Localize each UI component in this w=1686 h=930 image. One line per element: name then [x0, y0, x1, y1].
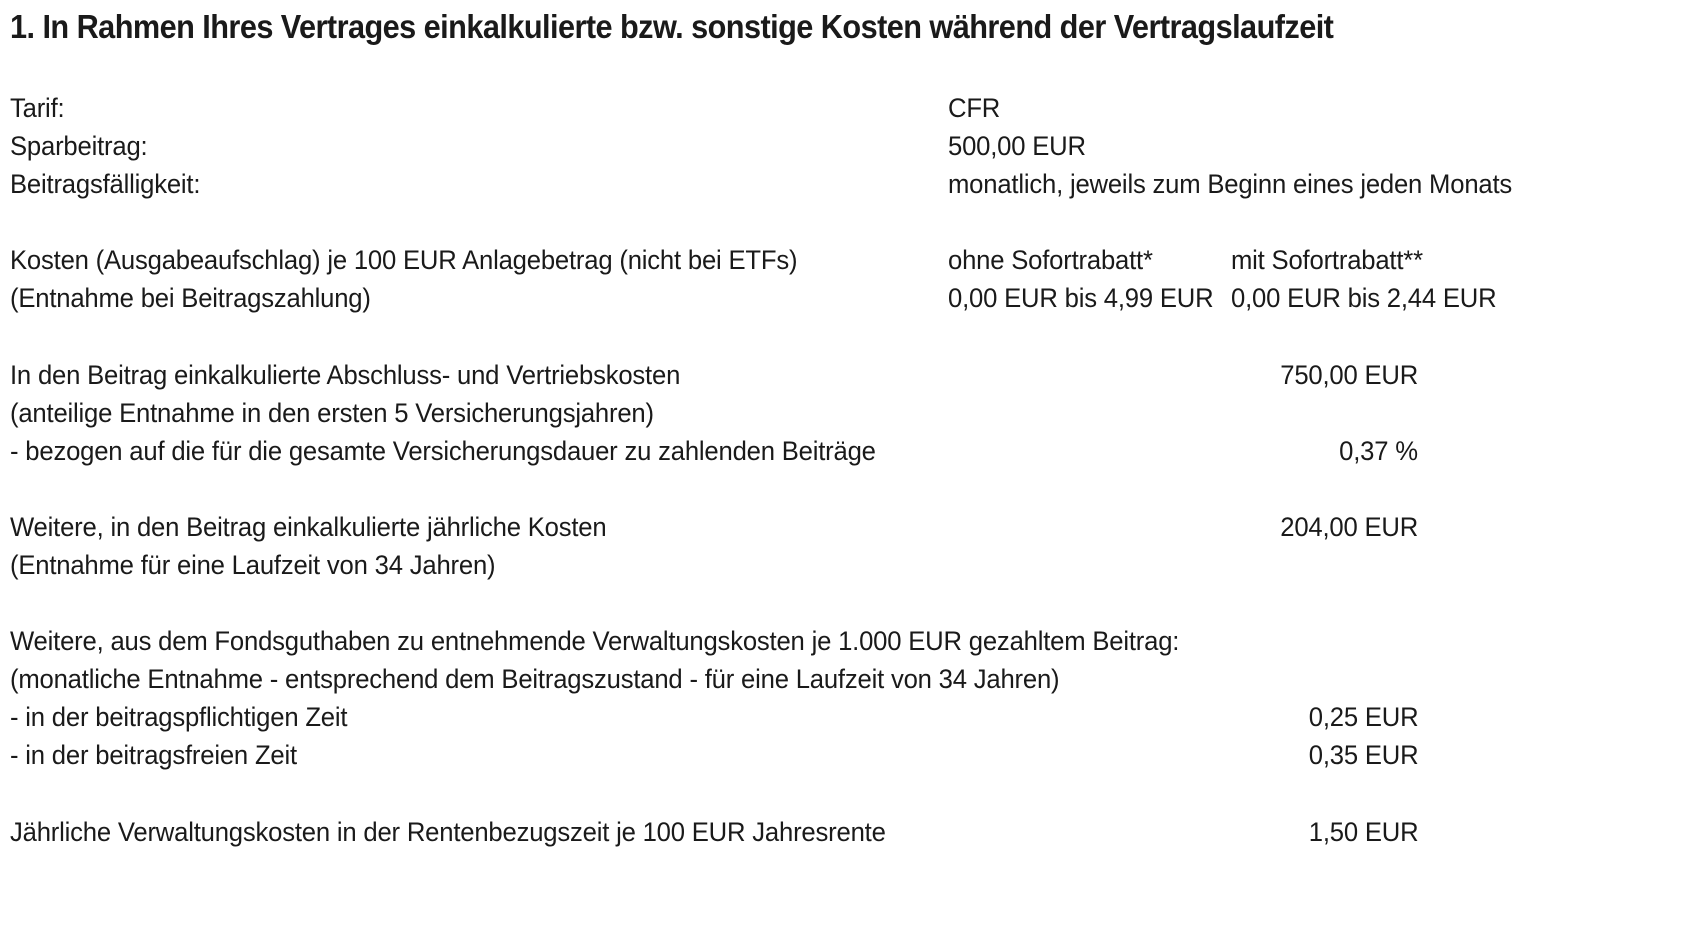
jaehrliche-kosten-label-line1: Weitere, in den Beitrag einkalkulierte jährliche Kosten — [10, 512, 607, 542]
abschlusskosten-value: 750,00 EUR — [1280, 360, 1418, 390]
faelligkeit-label: Beitragsfälligkeit: — [10, 169, 201, 199]
ausgabeaufschlag-label-line2: (Entnahme bei Beitragszahlung) — [10, 283, 371, 313]
abschlusskosten-label-line2: (anteilige Entnahme in den ersten 5 Versicherungsjahren) — [10, 398, 654, 428]
mit-sofortrabatt-header: mit Sofortrabatt** — [1231, 245, 1423, 275]
abschlusskosten-percent: 0,37 % — [1339, 436, 1418, 466]
ohne-sofortrabatt-value: 0,00 EUR bis 4,99 EUR — [948, 283, 1214, 313]
jaehrliche-kosten-value: 204,00 EUR — [1280, 512, 1418, 542]
mit-sofortrabatt-value: 0,00 EUR bis 2,44 EUR — [1231, 283, 1497, 313]
faelligkeit-value: monatlich, jeweils zum Beginn eines jeden Monats — [948, 169, 1513, 199]
ohne-sofortrabatt-header: ohne Sofortrabatt* — [948, 245, 1153, 275]
section-title: 1. In Rahmen Ihres Vertrages einkalkulierte bzw. sonstige Kosten während der Vertragslaufzeit — [10, 8, 1334, 45]
abschlusskosten-label-line3: - bezogen auf die für die gesamte Versicherungsdauer zu zahlenden Beiträge — [10, 436, 876, 466]
verwaltungskosten-label-line1: Weitere, aus dem Fondsguthaben zu entnehmende Verwaltungskosten je 1.000 EUR gezahltem Beitrag: — [10, 626, 1180, 656]
ausgabeaufschlag-label-line1: Kosten (Ausgabeaufschlag) je 100 EUR Anlagebetrag (nicht bei ETFs) — [10, 245, 798, 275]
sparbeitrag-value: 500,00 EUR — [948, 131, 1086, 161]
beitragspflichtig-value: 0,25 EUR — [1308, 702, 1418, 732]
beitragspflichtig-label: - in der beitragspflichtigen Zeit — [10, 702, 348, 732]
rentenbezug-label: Jährliche Verwaltungskosten in der Rentenbezugszeit je 100 EUR Jahresrente — [10, 817, 886, 847]
beitragsfrei-value: 0,35 EUR — [1308, 740, 1418, 770]
tarif-value: CFR — [948, 93, 1001, 123]
beitragsfrei-label: - in der beitragsfreien Zeit — [10, 740, 297, 770]
verwaltungskosten-label-line2: (monatliche Entnahme - entsprechend dem Beitragszustand - für eine Laufzeit von 34 Jahren) — [10, 664, 1060, 694]
abschlusskosten-label-line1: In den Beitrag einkalkulierte Abschluss- und Vertriebskosten — [10, 360, 681, 390]
jaehrliche-kosten-label-line2: (Entnahme für eine Laufzeit von 34 Jahren) — [10, 550, 496, 580]
sparbeitrag-label: Sparbeitrag: — [10, 131, 148, 161]
rentenbezug-value: 1,50 EUR — [1308, 817, 1418, 847]
tarif-label: Tarif: — [10, 93, 65, 123]
